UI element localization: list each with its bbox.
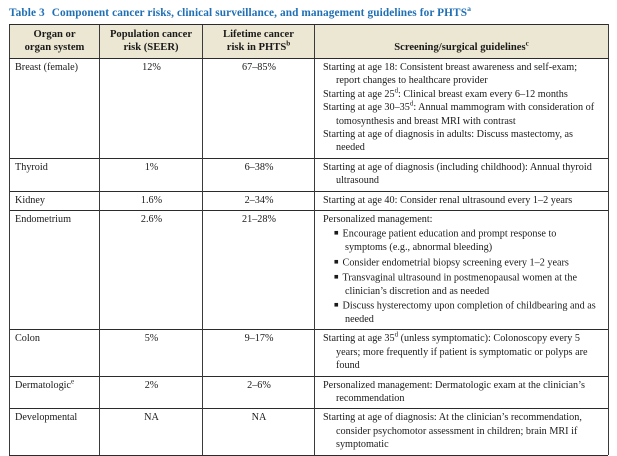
cell-guidelines <box>315 191 609 210</box>
guidelines-paragraph: Starting at age 18: Consistent breast awareness and self-exam; report changes to healthcare provider <box>323 62 578 87</box>
guidelines-bullet-item: ■ Encourage patient education and prompt response to symptoms (e.g., abnormal bleeding) <box>334 228 557 254</box>
square-bullet-icon: ■ <box>334 300 339 309</box>
table-row <box>10 376 609 409</box>
guidelines-bullet-item: ■ Discuss hysterectomy upon completion of childbearing and as needed <box>334 300 596 325</box>
column-header-organ-line2: organ system <box>24 42 85 53</box>
guidelines-paragraph: Personalized management: Dermatologic exam at the clinician’s recommendation <box>323 379 585 404</box>
cell-organ: Endometrium <box>10 211 100 330</box>
cell-organ: Breast (female) <box>10 59 100 159</box>
cell-organ: Kidney <box>10 191 100 210</box>
guidelines-paragraph: Starting at age 30–35$^d$: Annual mammogram with consideration of tomosynthesis and breast MRI with contrast <box>323 100 595 127</box>
table-row <box>10 330 609 376</box>
column-header-guidelines <box>315 25 609 59</box>
cell-lifetime-risk: 9–17% <box>203 330 315 376</box>
table-caption-footnote-marker: a <box>467 4 472 14</box>
cell-guidelines <box>315 409 609 455</box>
cell-guidelines <box>315 330 609 376</box>
square-bullet-icon: ■ <box>334 271 339 281</box>
cell-organ: Thyroid <box>10 158 100 191</box>
column-header-lifetime-risk-line1: Lifetime cancer <box>223 29 294 40</box>
cell-population-risk: 2% <box>100 376 203 409</box>
cell-guidelines <box>315 211 609 330</box>
column-header-lifetime-risk-line2: risk in PHTS$^b$ <box>226 39 291 53</box>
column-header-organ <box>10 25 100 59</box>
table-header-row <box>10 25 609 59</box>
cell-population-risk: 5% <box>100 330 203 376</box>
table-bottom-rule <box>9 455 608 456</box>
table-row <box>10 158 609 191</box>
cell-lifetime-risk: 21–28% <box>203 211 315 330</box>
guidelines-bullet-item: ■ Transvaginal ultrasound in postmenopausal women at the clinician’s discretion and as needed <box>334 271 577 297</box>
column-header-guidelines-marker: c <box>525 39 529 48</box>
cell-lifetime-risk: 2–34% <box>203 191 315 210</box>
cell-lifetime-risk: 6–38% <box>203 158 315 191</box>
cell-organ: Developmental <box>10 409 100 455</box>
table-caption-label: Table 3 <box>9 7 45 19</box>
cell-lifetime-risk: 67–85% <box>203 59 315 159</box>
cell-lifetime-risk: NA <box>203 409 315 455</box>
cell-population-risk: NA <box>100 409 203 455</box>
column-header-population-risk <box>100 25 203 59</box>
table-body <box>10 59 609 455</box>
guidelines-intro: Personalized management: <box>323 214 433 226</box>
guidelines-paragraph: Starting at age of diagnosis (including childhood): Annual thyroid ultrasound <box>323 161 592 187</box>
cell-organ-footnote-marker: e <box>71 378 75 386</box>
table-row <box>10 59 609 159</box>
cell-guidelines <box>315 376 609 409</box>
table-caption <box>9 6 608 20</box>
cell-lifetime-risk: 2–6% <box>203 376 315 409</box>
cell-guidelines <box>315 158 609 191</box>
column-header-guidelines-line2: Screening/surgical guidelines$^c$ <box>394 39 529 53</box>
guidelines-paragraph: Starting at age 35$^d$ (unless symptomatic): Colonoscopy every 5 years; more frequently if patient is symptomatic or polyps are found <box>323 331 588 372</box>
guidelines-bullet-item: ■ Consider endometrial biopsy screening every 1–2 years <box>334 256 569 269</box>
cell-population-risk: 1% <box>100 158 203 191</box>
cell-population-risk: 12% <box>100 59 203 159</box>
column-header-lifetime-risk-marker: b <box>286 39 291 48</box>
cell-organ: Dermatologic$^e$ <box>10 376 100 409</box>
table-header <box>10 25 609 59</box>
column-header-population-risk-line1: Population cancer <box>109 29 193 40</box>
table-row <box>10 211 609 330</box>
cell-population-risk: 2.6% <box>100 211 203 330</box>
cell-guidelines <box>315 59 609 159</box>
square-bullet-icon: ■ <box>334 228 339 238</box>
column-header-lifetime-risk <box>203 25 315 59</box>
guidelines-bullet-list <box>323 226 598 326</box>
guidelines-paragraph: Starting at age of diagnosis: At the clinician’s recommendation, consider psychomotor assessment in children; brain MRI if symptomatic <box>323 412 582 451</box>
column-header-population-risk-line2: risk (SEER) <box>123 42 179 53</box>
cell-organ: Colon <box>10 330 100 376</box>
phts-guidelines-table <box>9 24 609 455</box>
table-caption-text: Component cancer risks, clinical surveillance, and management guidelines for PHTS <box>51 7 468 19</box>
square-bullet-icon: ■ <box>334 256 339 266</box>
cell-population-risk: 1.6% <box>100 191 203 210</box>
guidelines-paragraph: Starting at age of diagnosis in adults: Discuss mastectomy, as needed <box>323 129 574 154</box>
table-row <box>10 409 609 455</box>
guidelines-paragraph: Starting at age 40: Consider renal ultrasound every 1–2 years <box>323 194 573 206</box>
guidelines-paragraph: Starting at age 25$^d$: Clinical breast exam every 6–12 months <box>323 87 568 100</box>
table-row <box>10 191 609 210</box>
column-header-organ-line1: Organ or <box>33 29 76 40</box>
